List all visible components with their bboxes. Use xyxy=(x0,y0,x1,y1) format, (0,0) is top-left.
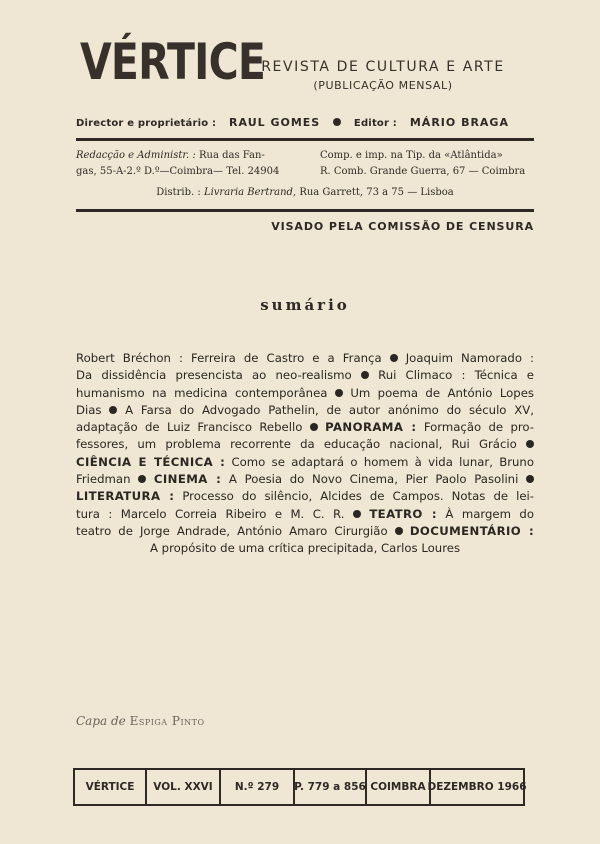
toc-line: teatro de Jorge Andrade, António Amaro Cirurgião DOCUMENTÁRIO : xyxy=(76,523,535,538)
distribution-line xyxy=(76,187,534,198)
toc-line: Robert Bréchon : Ferreira de Castro e a França Joaquim Namorado : xyxy=(76,351,534,365)
top-rule xyxy=(76,138,534,141)
toc-line: LITERATURA : Processo do silêncio, Alcides de Campos. Notas de lei- xyxy=(76,489,534,504)
toc-line: adaptação de Luiz Francisco Rebello PANORAMA : Formação de pro- xyxy=(76,420,535,435)
middle-rule xyxy=(76,209,534,212)
bullet-icon xyxy=(310,423,318,431)
redaccao-address: gas, 55-A-2.º D.º—Coimbra— Tel. 24904 xyxy=(76,166,280,177)
bullet-icon xyxy=(526,440,534,448)
bullet-icon xyxy=(138,475,146,483)
censorship-note: VISADO PELA COMISSÃO DE CENSURA xyxy=(271,220,534,233)
toc-line: Dias A Farsa do Advogado Pathelin, de autor anónimo do século XV, xyxy=(76,402,534,417)
bullet-icon xyxy=(335,389,343,397)
toc-line: CIÊNCIA E TÉCNICA : Como se adaptará o homem à vida lunar, Bruno xyxy=(76,454,534,469)
magazine-subtitle: REVISTA DE CULTURA E ARTE xyxy=(261,59,505,75)
footer-date: DEZEMBRO 1966 xyxy=(427,781,527,793)
bullet-icon xyxy=(353,510,361,518)
masthead xyxy=(80,32,532,96)
bullet-icon xyxy=(390,354,398,362)
footer-volume: VOL. XXVI xyxy=(147,770,221,804)
composicao-line-2: R. Comb. Grande Guerra, 67 — Coimbra xyxy=(320,166,526,177)
redaccao-label: Redacção e Administr. : xyxy=(76,150,196,161)
toc-line: tura : Marcelo Correia Ribeiro e M. C. R. TEATRO : À margem do xyxy=(76,506,534,521)
publication-periodicity: (PUBLICAÇÃO MENSAL) xyxy=(313,79,453,92)
footer-number: N.º 279 xyxy=(221,770,295,804)
bullet-icon xyxy=(333,118,341,126)
bullet-icon xyxy=(395,527,403,535)
toc-line: Friedman CINEMA : A Poesia do Novo Cinema, Pier Paolo Pasolini xyxy=(76,471,534,488)
editorial-address xyxy=(76,148,308,180)
footer-city: COIMBRA xyxy=(367,770,431,804)
cover-credit xyxy=(76,714,205,728)
distrib-shop: Livraria Bertrand, xyxy=(203,187,297,198)
summary-heading: sumário xyxy=(260,296,350,314)
toc-line: A propósito de uma crítica precipitada, Carlos Loures xyxy=(149,541,461,556)
bullet-icon xyxy=(361,371,369,379)
editor-label: Editor : xyxy=(353,118,398,129)
cover-artist: Espiga Pinto xyxy=(129,714,205,728)
bullet-icon xyxy=(526,475,534,483)
composicao-line-1: Comp. e imp. na Tip. da «Atlântida» xyxy=(320,150,503,161)
redaccao-street: Rua das Fan- xyxy=(198,150,265,161)
footer-pages: P. 779 a 856 xyxy=(295,770,367,804)
editor-name: MÁRIO BRAGA xyxy=(409,116,509,129)
footer-title: VÉRTICE xyxy=(75,770,147,804)
magazine-logo: VÉRTICE xyxy=(80,33,266,91)
toc-line: Da dissidência presencista ao neo-realismo Rui Climaco : Técnica e xyxy=(76,368,534,383)
table-of-contents xyxy=(76,350,534,558)
cover-credit-prefix: Capa de xyxy=(76,714,126,728)
issue-info-box xyxy=(73,768,525,806)
printer-address xyxy=(320,148,534,180)
toc-line: humanismo na medicina contemporânea Um poema de António Lopes xyxy=(76,385,534,400)
staff-line xyxy=(76,116,534,129)
director-label: Director e proprietário : xyxy=(76,118,217,129)
director-name: RAUL GOMES xyxy=(229,116,321,129)
bullet-icon xyxy=(109,406,117,414)
toc-line: fessores, um problema recorrente da educação nacional, Rui Grácio xyxy=(76,436,534,453)
distrib-label: Distrib. : xyxy=(156,187,201,198)
distrib-address: Rua Garrett, 73 a 75 — Lisboa xyxy=(299,187,454,198)
